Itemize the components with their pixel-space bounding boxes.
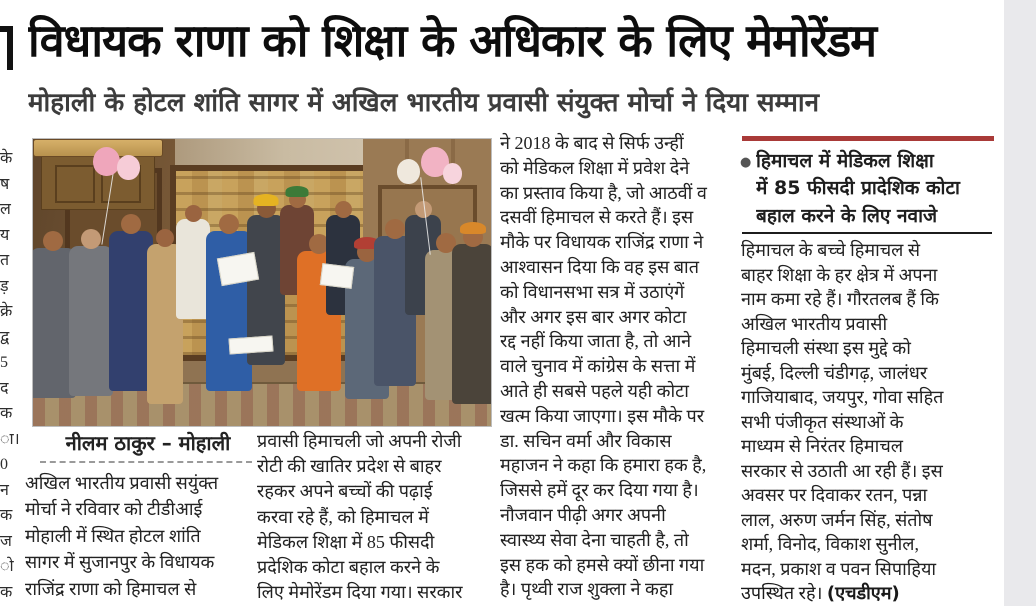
text-line: ा। <box>0 430 20 448</box>
person-head <box>289 191 306 208</box>
caption-divider <box>40 461 252 463</box>
text-line: के <box>0 150 13 167</box>
article-headline: विधायक राणा को शिक्षा के अधिकार के लिए मेमोरेंडम <box>28 14 877 67</box>
text-line: आश्वासन दिया कि वह इस बात <box>500 256 699 277</box>
text-line: स्वास्थ्य सेवा देना चाहती है, तो <box>500 529 689 550</box>
text-line: 0 <box>0 456 8 473</box>
text-line: का प्रस्ताव किया है, जो आठवीं व <box>500 182 707 203</box>
text-line: खत्म किया जाएगा। इस मौके पर <box>500 405 705 426</box>
text-line: द <box>0 379 9 397</box>
text-line: में 85 फीसदी प्रादेशिक कोटा <box>756 177 960 200</box>
person-torso <box>69 246 113 396</box>
text-line: ड़ <box>0 277 9 295</box>
fragment-bar <box>7 26 13 70</box>
fragment-cap <box>0 26 13 32</box>
text-line: मोहाली में स्थित होटल शांति <box>25 525 201 546</box>
person-torso <box>176 219 210 319</box>
text-line: को मेडिकल शिक्षा में प्रवेश देने <box>500 157 690 178</box>
text-line: अवसर पर दिवाकर रतन, पन्ना <box>741 485 928 505</box>
person-head <box>121 214 141 234</box>
table-panel <box>55 165 95 203</box>
balloon <box>443 163 462 184</box>
balloon <box>93 147 120 176</box>
text-line: जिससे हमें दूर कर दिया गया है। <box>500 480 699 501</box>
text-line: बाहर शिक्षा के हर क्षेत्र में अपना <box>741 264 938 285</box>
text-line: माध्यम से निरंतर हिमाचल <box>741 436 903 456</box>
text-line: शर्मा, विनोद, विकाश सुनील, <box>741 534 919 554</box>
person-headwear <box>286 186 309 197</box>
memorandum-paper <box>320 263 354 289</box>
balloon <box>117 155 140 180</box>
photo-person <box>206 214 252 391</box>
person-head <box>335 201 352 218</box>
text-line: मदन, प्रकाश व पवन सिपाहिया <box>741 558 937 579</box>
article-column-1 <box>25 470 267 604</box>
text-line: आते ही सबसे पहले यही कोटा <box>500 380 689 401</box>
text-line: है। पृथ्वी राज शुक्ला ने कहा <box>500 579 674 600</box>
headline-cut-fragment <box>0 26 13 70</box>
left-edge-fragments <box>0 146 24 606</box>
article-closing-line <box>741 581 1001 606</box>
text-line: हिमाचल के बच्चे हिमाचल से <box>741 240 921 260</box>
highlight-divider <box>742 232 992 234</box>
person-head <box>385 219 405 239</box>
photo-person <box>452 227 492 404</box>
balloon <box>397 159 420 184</box>
person-head <box>185 205 202 222</box>
person-headwear <box>460 222 486 234</box>
highlight-summary <box>740 148 996 230</box>
person-torso <box>452 244 492 404</box>
news-photo <box>32 138 492 427</box>
text-line: डा. सचिन वर्मा और विकास <box>500 430 672 451</box>
text-line: क्रे <box>0 303 13 320</box>
text-line: द्व <box>0 328 10 346</box>
text-line: अखिल भारतीय प्रवासी सयुंक्त <box>25 473 219 493</box>
text-line: ष <box>0 175 10 193</box>
text-line: करवा रहे हैं, को हिमाचल में <box>257 506 429 527</box>
text-line: महाजन ने कहा कि हमारा हक है, <box>500 455 707 476</box>
text-line: दसवीं हिमाचल से करते हैं। इस <box>500 207 694 228</box>
text-line: न <box>0 481 9 499</box>
photo-caption: नीलम ठाकुर – मोहाली <box>65 431 231 455</box>
text-line: सागर में सुजानपुर के विधायक <box>25 552 215 573</box>
text-line: ज <box>0 532 12 550</box>
text-line: क <box>0 507 13 524</box>
bullet-icon: ● <box>740 155 752 170</box>
text-line: त <box>0 252 10 269</box>
text-line: प्रवासी हिमाचली जो अपनी रोजी <box>257 431 462 451</box>
text-line: ो <box>0 558 14 575</box>
article-column-2 <box>257 429 500 607</box>
text-line: और अगर इस बार अगर कोटा <box>500 306 687 327</box>
text-line: सभी पंजीकृत संस्थाओं के <box>741 411 904 432</box>
text-line: लाल, अरुण जर्मन सिंह, संतोष <box>741 509 933 530</box>
closing-text: उपस्थित रहे। <box>741 583 827 603</box>
text-line: रद्द नहीं किया जाता है, तो आने <box>500 331 692 352</box>
text-line: इस हक को हमसे क्यों छीना गया <box>500 554 705 575</box>
text-line: बहाल करने के लिए नवाजे <box>756 204 938 227</box>
photo-person <box>176 205 210 319</box>
text-line: हिमाचल में मेडिकल शिक्षा <box>756 150 934 172</box>
text-line: गाजियाबाद, जयपुर, गोवा सहित <box>741 387 944 407</box>
person-head <box>219 214 239 234</box>
text-line: वाले चुनाव में कांग्रेस के सत्ता में <box>500 356 696 377</box>
text-line: नाम कमा रहे हैं। गौरतलब हैं कि <box>741 289 939 309</box>
text-line: सरकार से उठाती आ रही हैं। इस <box>741 460 943 481</box>
agency-credit: (एचडीएम) <box>826 583 900 604</box>
article-column-3 <box>500 131 746 603</box>
photo-person <box>69 229 113 396</box>
text-line: रहकर अपने बच्चों की पढ़ाई <box>257 481 433 502</box>
text-line: राजिंद्र राणा को हिमाचल से <box>25 578 197 599</box>
text-line: को विधानसभा सत्र में उठाएंगें <box>500 281 685 302</box>
person-head <box>43 231 63 251</box>
scan-background-strip <box>1004 0 1036 606</box>
person-head <box>156 229 174 247</box>
text-line: क <box>0 405 13 422</box>
text-line: हिमाचली संस्था इस मुद्दे को <box>741 338 911 358</box>
table-paper <box>228 335 273 354</box>
text-line: मौके पर विधायक राजिंद्र राणा ने <box>500 232 704 253</box>
person-headwear <box>254 194 279 206</box>
text-line: रोटी की खातिर प्रदेश से बाहर <box>257 456 442 477</box>
text-line: ने 2018 के बाद से सिर्फ उन्हीं <box>500 133 684 153</box>
article-subheadline: मोहाली के होटल शांति सागर में अखिल भारतीय प्रवासी संयुक्त मोर्चा ने दिया सम्मान <box>28 88 820 118</box>
section-rule-red <box>742 136 994 141</box>
text-line: मेडिकल शिक्षा में 85 फीसदी <box>257 531 435 552</box>
text-line: अखिल भारतीय प्रवासी <box>741 313 888 334</box>
text-line: ल <box>0 201 11 218</box>
text-line: लिए मेमोरेंडम दिया गया। सरकार <box>257 582 463 603</box>
text-line: प्रदेशिक कोटा बहाल करने के <box>257 556 440 577</box>
person-head <box>463 227 483 247</box>
text-line: मुंबई, दिल्ली चंडीगढ़, जालंधर <box>741 362 928 383</box>
person-head <box>257 199 276 218</box>
text-line: मोर्चा ने रविवार को टीडीआई <box>25 499 203 520</box>
text-line: नौजवान पीढ़ी अगर अपनी <box>500 504 666 525</box>
text-line: क <box>0 583 13 601</box>
text-line: 5 <box>0 354 8 371</box>
article-column-4 <box>741 238 1001 584</box>
person-head <box>81 229 101 249</box>
text-line: य <box>0 226 10 244</box>
